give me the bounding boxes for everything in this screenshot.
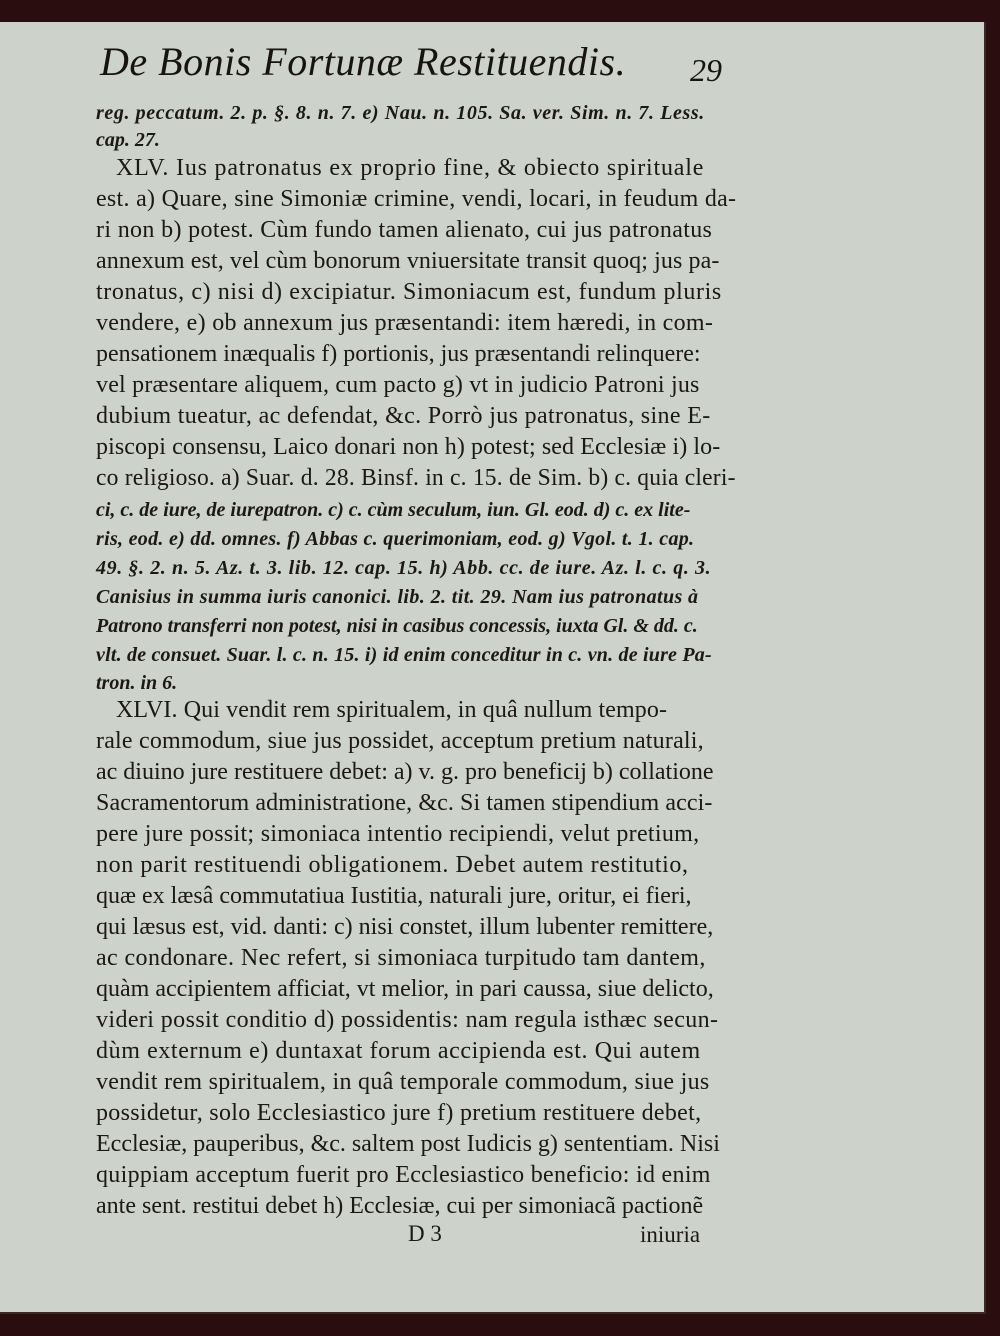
text-line: non parit restituendi obligationem. Debet autem restitutio, [96,852,689,878]
text-line: ac condonare. Nec refert, si simoniaca turpitudo tam dantem, [96,945,706,971]
text-line: vendit rem spiritualem, in quâ temporale commodum, siue jus [96,1069,710,1095]
text-line: 49. §. 2. n. 5. Az. t. 3. lib. 12. cap. 15. h) Abb. cc. de iure. Az. l. c. q. 3. [96,557,712,579]
text-line: reg. peccatum. 2. p. §. 8. n. 7. e) Nau. n. 105. Sa. ver. Sim. n. 7. Less. [96,102,705,124]
text-line: co religioso. a) Suar. d. 28. Binsf. in c. 15. de Sim. b) c. quia cleri- [96,465,736,491]
text-line: vendere, e) ob annexum jus præsentandi: item hæredi, in com- [96,310,714,336]
running-head: De Bonis Fortunæ Restituendis. [100,39,627,84]
text-line: XLVI. Qui vendit rem spiritualem, in quâ nullum tempo- [116,697,668,723]
text-line: ci, c. de iure, de iurepatron. c) c. cùm seculum, iun. Gl. eod. d) c. ex lite- [96,499,691,521]
text-line: Ecclesiæ, pauperibus, &c. saltem post Iudicis g) sententiam. Nisi [96,1131,720,1157]
text-line: tronatus, c) nisi d) excipiatur. Simoniacum est, fundum pluris [96,279,722,305]
text-line: vel præsentare aliquem, cum pacto g) vt in judicio Patroni jus [96,372,700,398]
text-line: ris, eod. e) dd. omnes. f) Abbas c. querimoniam, eod. g) Vgol. t. 1. cap. [96,528,695,550]
text-line: cap. 27. [96,129,160,151]
text-line: annexum est, vel cùm bonorum vniuersitate transit quoq; jus pa- [96,248,720,274]
text-line: pere jure possit; simoniaca intentio recipiendi, velut pretium, [96,821,700,847]
text-line: pensationem inæqualis f) portionis, jus præsentandi relinquere: [96,341,701,367]
text-line: est. a) Quare, sine Simoniæ crimine, vendi, locari, in feudum da- [96,186,737,212]
signature-mark: D 3 [408,1221,442,1246]
text-line: dubium tueatur, ac defendat, &c. Porrò jus patronatus, sine E- [96,403,711,429]
text-line: dùm externum e) duntaxat forum accipienda est. Qui autem [96,1038,701,1064]
text-line: ac diuino jure restituere debet: a) v. g. pro beneficij b) collatione [96,759,714,785]
text-line: possidetur, solo Ecclesiastico jure f) pretium restituere debet, [96,1100,702,1126]
text-line: quæ ex læsâ commutatiua Iustitia, naturali jure, oritur, ei fieri, [96,883,692,909]
text-line: Canisius in summa iuris canonici. lib. 2. tit. 29. Nam ius patronatus à [96,586,699,608]
text-line: quippiam acceptum fuerit pro Ecclesiastico beneficio: id enim [96,1162,711,1188]
text-line: rale commodum, siue jus possidet, acceptum pretium naturali, [96,728,704,754]
text-line: quàm accipientem afficiat, vt melior, in pari caussa, siue delicto, [96,976,714,1002]
text-line: vlt. de consuet. Suar. l. c. n. 15. i) id enim conceditur in c. vn. de iure Pa- [96,644,712,666]
text-line: Sacramentorum administratione, &c. Si tamen stipendium acci- [96,790,713,816]
text-line: tron. in 6. [96,672,178,694]
text-line: videri possit conditio d) possidentis: nam regula isthæc secun- [96,1007,719,1033]
text-line: XLV. Ius patronatus ex proprio fine, & obiecto spirituale [116,155,705,181]
catchword: iniuria [640,1222,701,1247]
text-line: qui læsus est, vid. danti: c) nisi constet, illum lubenter remittere, [96,914,714,940]
page-number: 29 [690,52,722,88]
text-line: ante sent. restitui debet h) Ecclesiæ, cui per simoniacã pactionẽ [96,1193,704,1219]
text-line: ri non b) potest. Cùm fundo tamen alienato, cui jus patronatus [96,217,713,243]
text-line: piscopi consensu, Laico donari non h) potest; sed Ecclesiæ i) lo- [96,434,721,460]
text-line: Patrono transferri non potest, nisi in casibus concessis, iuxta Gl. & dd. c. [96,615,698,637]
